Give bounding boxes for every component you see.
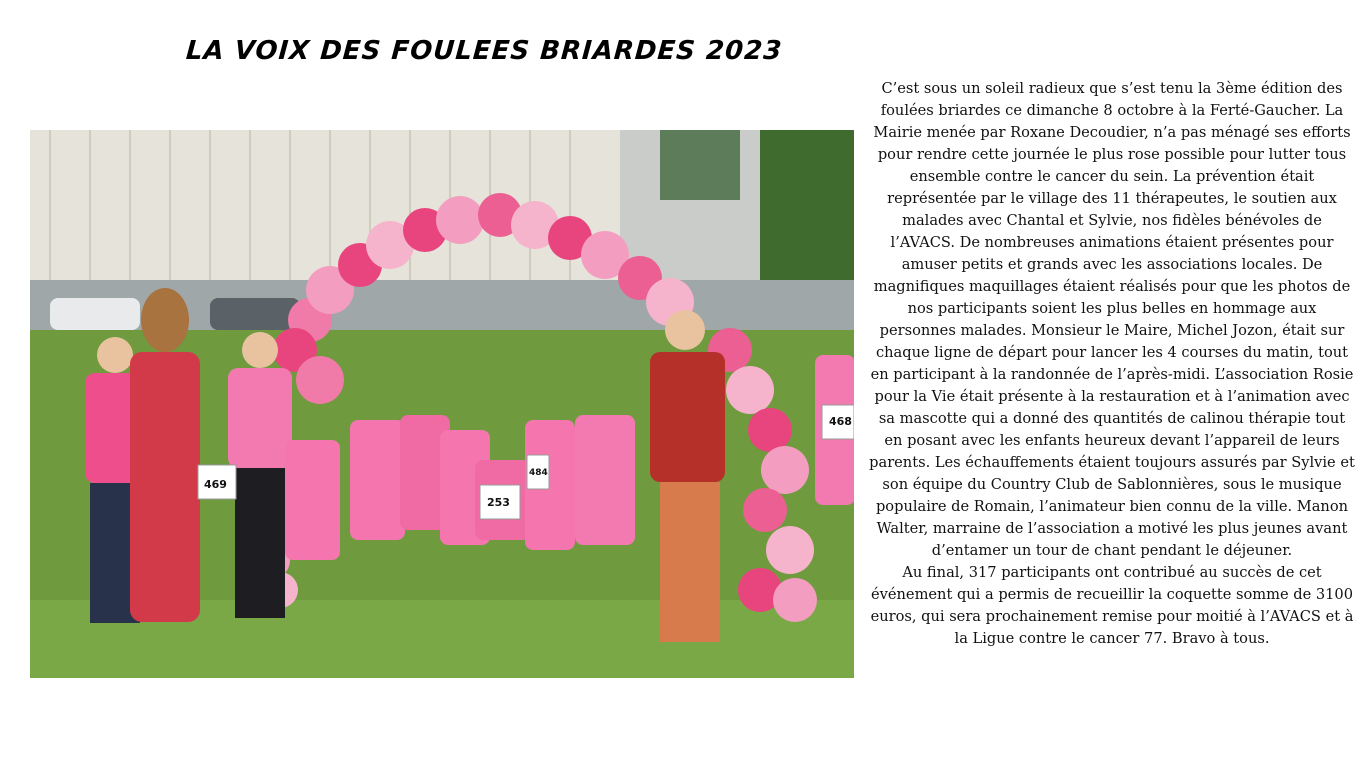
bib-468: 468	[829, 415, 852, 428]
bib-253: 253	[487, 496, 510, 509]
group-photo-image	[30, 130, 854, 678]
article-paragraph: C’est sous un soleil radieux que s’est tenu la 3ème édition des foulées briardes ce dimanche 8 octobre à la Ferté-Gaucher. La Mairie menée par Roxane Decoudier, n’a pas ménagé ses efforts pour rendre cette journée le plus rose possible pour lutter tous ensemble contre le cancer du sein. La prévention était représentée par le village des 11 thérapeutes, le soutien aux malades avec Chantal et Sylvie, nos fidèles bénévoles de l’AVACS. De nombreuses animations étaient présentes pour amuser petits et grands avec les associations locales. De magnifiques maquillages étaient réalisés pour que les photos de nos participants soient les plus belles en hommage aux personnes malades. Monsieur le Maire, Michel Jozon, était sur chaque ligne de départ pour lancer les 4 courses du matin, tout en participant à la randonnée de l’après-midi. L’association Rosie pour la Vie était présente à la restauration et à l’animation avec sa mascotte qui a donné des quantités de calinou thérapie tout en posant avec les enfants heureux devant l’appareil de leurs parents. Les échauffements étaient toujours assurés par Sylvie et son équipe du Country Club de Sablonnières, sous le musique populaire de Romain, l’animateur bien connu de la ville. Manon Walter, marraine de l’association a motivé les plus jeunes avant d’entamer un tour de chant pendant le déjeuner.	[869, 80, 1355, 559]
article-paragraph: Au final, 317 participants ont contribué au succès de cet événement qui a permis de recueillir la coquette somme de 3100 euros, qui sera prochainement remise pour moitié à l’AVACS et à la Ligue contre le cancer 77. Bravo à tous.	[870, 564, 1354, 647]
group-photo	[30, 130, 854, 678]
bib-469: 469	[204, 478, 227, 491]
page-title: LA VOIX DES FOULEES BRIARDES 2023	[184, 36, 784, 66]
article-body	[868, 78, 1356, 650]
bib-484: 484	[529, 468, 548, 478]
